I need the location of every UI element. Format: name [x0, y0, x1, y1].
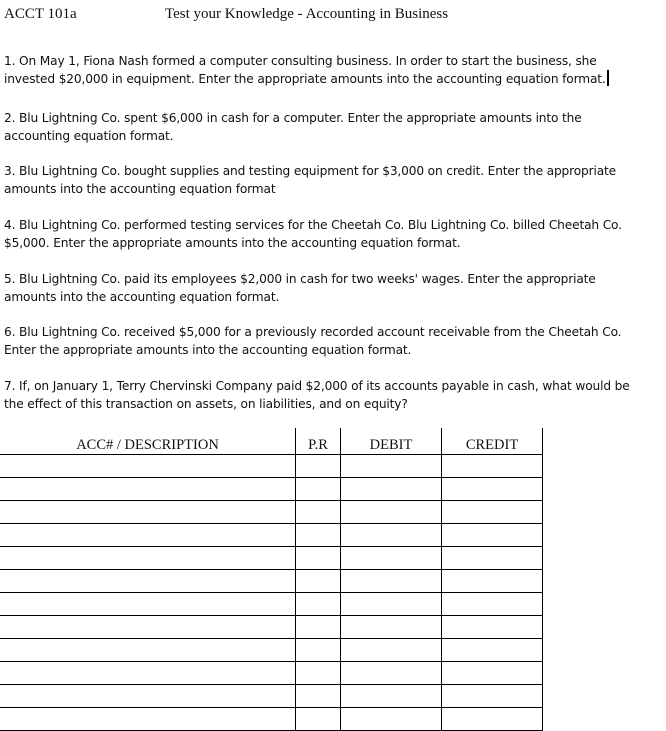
ledger-row [0, 570, 543, 593]
cell-description[interactable] [0, 639, 296, 662]
cell-credit[interactable] [442, 685, 543, 708]
cell-description[interactable] [0, 524, 296, 547]
cell-pr[interactable] [296, 455, 341, 478]
ledger-row [0, 616, 543, 639]
ledger-header-row [0, 428, 543, 455]
cell-description[interactable] [0, 593, 296, 616]
cell-pr[interactable] [296, 570, 341, 593]
cell-description[interactable] [0, 478, 296, 501]
page-title: Test your Knowledge - Accounting in Business [165, 6, 449, 22]
cell-pr[interactable] [296, 616, 341, 639]
cell-credit[interactable] [442, 501, 543, 524]
ledger-row [0, 662, 543, 685]
cell-credit[interactable] [442, 455, 543, 478]
question-2: 2. Blu Lightning Co. spent $6,000 in cash for a computer. Enter the appropriate amounts into the accounting equation format. [4, 111, 582, 143]
cell-pr[interactable] [296, 593, 341, 616]
cell-credit[interactable] [442, 593, 543, 616]
ledger-row [0, 593, 543, 616]
ledger-row [0, 501, 543, 524]
cell-description[interactable] [0, 501, 296, 524]
cell-pr[interactable] [296, 708, 341, 731]
ledger-row [0, 685, 543, 708]
cell-credit[interactable] [442, 524, 543, 547]
cell-credit[interactable] [442, 570, 543, 593]
column-header-description: ACC# / DESCRIPTION [0, 428, 296, 455]
ledger-row [0, 524, 543, 547]
ledger-row [0, 478, 543, 501]
cell-debit[interactable] [341, 501, 442, 524]
question-5: 5. Blu Lightning Co. paid its employees $2,000 in cash for two weeks' wages. Enter the appropriate amounts into the accounting equation format. [4, 272, 596, 304]
question-7: 7. If, on January 1, Terry Chervinski Company paid $2,000 of its accounts payable in cash, what would be the effect of this transaction on assets, on liabilities, and on equity? [4, 379, 630, 411]
cell-pr[interactable] [296, 547, 341, 570]
cell-debit[interactable] [341, 455, 442, 478]
ledger-table [0, 428, 543, 731]
question-1-text: 1. On May 1, Fiona Nash formed a computer consulting business. In order to start the business, she invested $20,000 in equipment. Enter the appropriate amounts into the accounting equation format. [4, 54, 606, 86]
cell-credit[interactable] [442, 708, 543, 731]
cell-credit[interactable] [442, 662, 543, 685]
cell-debit[interactable] [341, 547, 442, 570]
cell-credit[interactable] [442, 547, 543, 570]
cell-debit[interactable] [341, 524, 442, 547]
question-4: 4. Blu Lightning Co. performed testing services for the Cheetah Co. Blu Lightning Co. billed Cheetah Co. $5,000. Enter the appropriate amounts into the accounting equation format. [4, 218, 622, 250]
ledger-row [0, 455, 543, 478]
cell-description[interactable] [0, 570, 296, 593]
cell-description[interactable] [0, 662, 296, 685]
cell-debit[interactable] [341, 593, 442, 616]
cell-credit[interactable] [442, 616, 543, 639]
cell-description[interactable] [0, 708, 296, 731]
cell-pr[interactable] [296, 662, 341, 685]
cell-credit[interactable] [442, 639, 543, 662]
cell-credit[interactable] [442, 478, 543, 501]
cell-debit[interactable] [341, 662, 442, 685]
cell-description[interactable] [0, 616, 296, 639]
cell-description[interactable] [0, 685, 296, 708]
cell-description[interactable] [0, 547, 296, 570]
cell-debit[interactable] [341, 708, 442, 731]
course-code: ACCT 101a [4, 6, 77, 22]
question-3: 3. Blu Lightning Co. bought supplies and testing equipment for $3,000 on credit. Enter the appropriate amounts into the accounting equation format [4, 164, 617, 196]
cell-pr[interactable] [296, 685, 341, 708]
column-header-pr: P.R [296, 428, 341, 455]
cell-debit[interactable] [341, 616, 442, 639]
cell-debit[interactable] [341, 685, 442, 708]
ledger-row [0, 708, 543, 731]
column-header-credit: CREDIT [442, 428, 543, 455]
cell-pr[interactable] [296, 501, 341, 524]
cell-debit[interactable] [341, 478, 442, 501]
cell-debit[interactable] [341, 570, 442, 593]
question-1[interactable] [4, 52, 644, 88]
cell-pr[interactable] [296, 639, 341, 662]
cell-pr[interactable] [296, 478, 341, 501]
ledger-row [0, 547, 543, 570]
column-header-debit: DEBIT [341, 428, 442, 455]
cell-description[interactable] [0, 455, 296, 478]
ledger-row [0, 639, 543, 662]
text-cursor [607, 70, 609, 86]
cell-debit[interactable] [341, 639, 442, 662]
question-6: 6. Blu Lightning Co. received $5,000 for a previously recorded account receivable from the Cheetah Co. Enter the appropriate amounts into the accounting equation format. [4, 325, 622, 357]
ledger-body [0, 455, 543, 731]
cell-pr[interactable] [296, 524, 341, 547]
